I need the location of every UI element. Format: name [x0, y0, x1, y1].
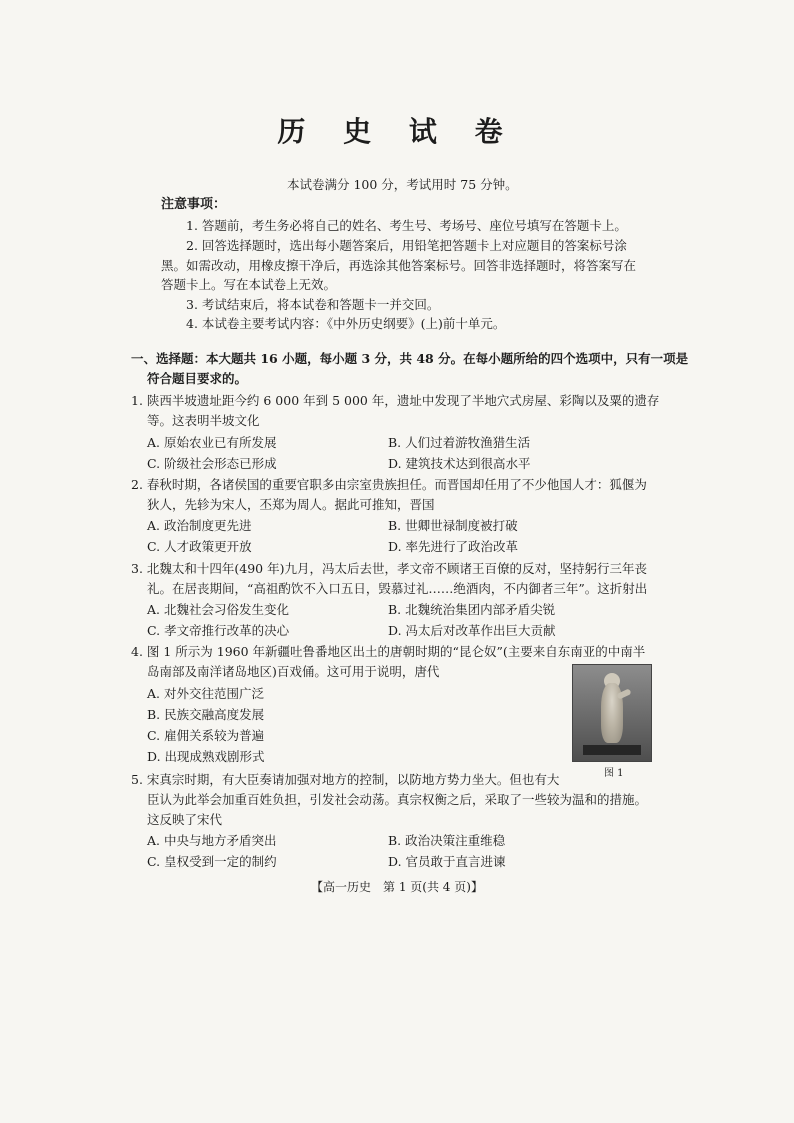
question-2-stem: 狄人，先轸为宋人，丕郑为周人。据此可推知，晋国 [147, 497, 435, 512]
note-line: 4. 本试卷主要考试内容：《中外历史纲要》(上)前十单元。 [186, 316, 506, 331]
option-d: D. 出现成熟戏剧形式 [147, 749, 265, 764]
notes-heading: 注意事项： [161, 197, 227, 212]
note-line: 2. 回答选择题时，选出每小题答案后，用铅笔把答题卡上对应题目的答案标号涂 [186, 238, 627, 253]
option-c: C. 皇权受到一定的制约 [147, 854, 277, 869]
option-a: A. 北魏社会习俗发生变化 [147, 602, 289, 617]
option-c: C. 阶级社会形态已形成 [147, 456, 277, 471]
page-title: 历 史 试 卷 [277, 115, 517, 148]
option-d: D. 冯太后对改革作出巨大贡献 [388, 623, 556, 638]
option-a: A. 对外交往范围广泛 [147, 686, 264, 701]
figure-1-photo [572, 664, 652, 762]
note-line: 3. 考试结束后，将本试卷和答题卡一并交回。 [186, 297, 440, 312]
note-line: 黑。如需改动，用橡皮擦干净后，再选涂其他答案标号。回答非选择题时，将答案写在 [161, 258, 637, 273]
option-d: D. 率先进行了政治改革 [388, 539, 519, 554]
exam-intro: 本试卷满分 100 分，考试用时 75 分钟。 [287, 177, 518, 192]
note-line: 答题卡上。写在本试卷上无效。 [161, 277, 337, 292]
question-2-stem: 2. 春秋时期，各诸侯国的重要官职多由宗室贵族担任。而晋国却任用了不少他国人才：狐偃为 [131, 477, 647, 492]
option-a: A. 中央与地方矛盾突出 [147, 833, 277, 848]
question-5-stem: 臣认为此举会加重百姓负担，引发社会动荡。真宗权衡之后，采取了一些较为温和的措施。 [147, 792, 648, 807]
question-5-stem: 这反映了宋代 [147, 812, 223, 827]
option-b: B. 政治决策注重维稳 [388, 833, 506, 848]
option-c: C. 人才政策更开放 [147, 539, 252, 554]
question-3-stem: 礼。在居丧期间，“高祖酌饮不入口五日，毁慕过礼……绝酒肉，不内御者三年”。这折射出 [147, 581, 648, 596]
option-a: A. 原始农业已有所发展 [147, 435, 277, 450]
figure-caption: 图 1 [604, 768, 624, 779]
question-4-stem: 4. 图 1 所示为 1960 年新疆吐鲁番地区出土的唐朝时期的“昆仑奴”(主要来自东南亚的中南半 [131, 644, 646, 659]
section-heading: 一、选择题：本大题共 16 小题，每小题 3 分，共 48 分。在每小题所给的四个选项中，只有一项是 [131, 351, 689, 366]
option-a: A. 政治制度更先进 [147, 518, 252, 533]
section-heading-cont: 符合题目要求的。 [147, 371, 248, 386]
option-d: D. 建筑技术达到很高水平 [388, 456, 531, 471]
question-1-stem: 1. 陕西半坡遗址距今约 6 000 年到 5 000 年，遗址中发现了半地穴式房屋、彩陶以及粟的遗存 [131, 393, 660, 408]
question-3-stem: 3. 北魏太和十四年(490 年)九月，冯太后去世，孝文帝不顾诸王百僚的反对，坚持躬行三年丧 [131, 561, 647, 576]
question-5-stem: 5. 宋真宗时期，有大臣奏请加强对地方的控制，以防地方势力坐大。但也有大 [131, 772, 560, 787]
question-1-stem: 等。这表明半坡文化 [147, 413, 260, 428]
option-b: B. 北魏统治集团内部矛盾尖锐 [388, 602, 556, 617]
page-footer: 【高一历史 第 1 页(共 4 页)】 [311, 880, 483, 894]
option-d: D. 官员敢于直言进谏 [388, 854, 506, 869]
option-c: C. 雇佣关系较为普遍 [147, 728, 265, 743]
note-line: 1. 答题前，考生务必将自己的姓名、考生号、考场号、座位号填写在答题卡上。 [186, 218, 627, 233]
option-b: B. 世卿世禄制度被打破 [388, 518, 518, 533]
option-b: B. 人们过着游牧渔猎生活 [388, 435, 531, 450]
figurine-stand [583, 745, 641, 755]
option-b: B. 民族交融高度发展 [147, 707, 265, 722]
question-4-stem: 岛南部及南洋诸岛地区)百戏俑。这可用于说明，唐代 [147, 664, 440, 679]
option-c: C. 孝文帝推行改革的决心 [147, 623, 290, 638]
